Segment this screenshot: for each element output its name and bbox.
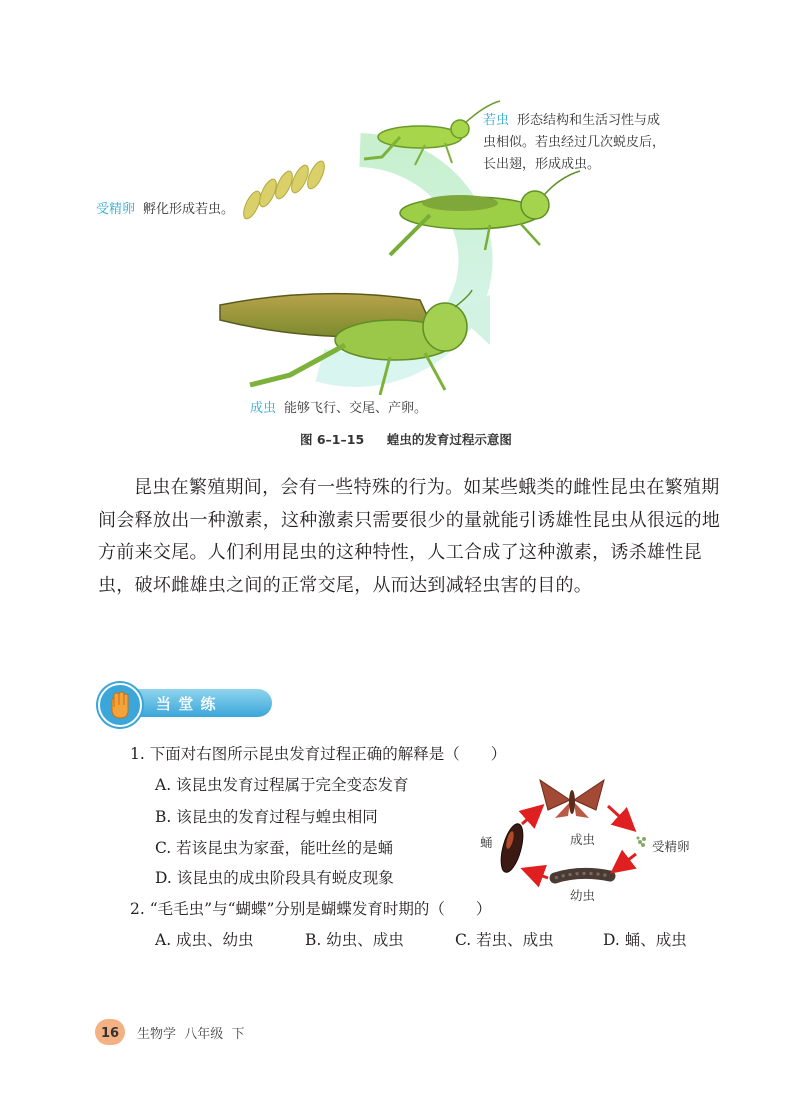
question-2-option-d: D. 蛹、成虫 (603, 931, 687, 949)
question-2: 2. “毛毛虫”与“蝴蝶”分别是蝴蝶发育时期的（ ） (130, 900, 492, 918)
caption-number: 图 6–1–15 (300, 432, 365, 447)
question-1: 1. 下面对右图所示昆虫发育过程正确的解释是（ ） (130, 745, 507, 763)
moth-icon (540, 780, 604, 818)
page-number-badge (95, 1019, 125, 1045)
egg-annotation (96, 198, 234, 217)
locust-figure (60, 95, 740, 425)
paragraph-line-2: 间会释放出一种激素，这种激素只需要很少的量就能引诱雄性昆虫从很远的地 (98, 509, 721, 531)
question-2-option-b: B. 幼虫、成虫 (305, 931, 404, 949)
nymph-desc-2: 虫相似。若虫经过几次蜕皮后， (483, 135, 666, 150)
nymph-desc-3: 长出翅，形成成虫。 (483, 157, 601, 172)
question-1-option-a: A. 该昆虫发育过程属于完全变态发育 (155, 776, 409, 794)
question-2-option-a: A. 成虫、幼虫 (155, 931, 254, 949)
adult-annotation (250, 397, 427, 416)
moth-label-larva: 幼虫 (570, 888, 596, 903)
adult-term: 成虫 (250, 401, 277, 416)
question-1-option-d: D. 该昆虫的成虫阶段具有蜕皮现象 (155, 869, 394, 887)
nymph-desc-1: 形态结构和生活习性与成 (517, 113, 661, 128)
banner-title: 当 堂 练 (156, 695, 217, 713)
nymph-term: 若虫 (483, 113, 510, 128)
figure-caption (300, 430, 512, 448)
caption-text: 蝗虫的发育过程示意图 (386, 432, 512, 447)
hand-icon (98, 683, 142, 727)
moth-label-adult: 成虫 (570, 832, 596, 847)
egg-desc: 孵化形成若虫。 (143, 202, 235, 217)
nymph-annotation (483, 110, 713, 176)
adult-desc: 能够飞行、交尾、产卵。 (284, 401, 428, 416)
question-1-option-b: B. 该昆虫的发育过程与蝗虫相同 (155, 808, 378, 826)
paragraph-line-1: 昆虫在繁殖期间，会有一些特殊的行为。如某些蛾类的雌性昆虫在繁殖期 (134, 477, 720, 498)
moth-label-pupa: 蛹 (480, 835, 493, 850)
question-2-option-c: C. 若虫、成虫 (455, 931, 554, 949)
paragraph-line-3: 方前来交尾。人们利用昆虫的这种特性，人工合成了这种激素，诱杀雄性昆 (98, 542, 702, 563)
egg-icons (240, 159, 328, 221)
paragraph-line-4: 虫，破坏雌雄虫之间的正常交尾，从而达到减轻虫害的目的。 (98, 574, 593, 596)
caterpillar-icon (555, 873, 610, 878)
moth-cycle-figure (470, 770, 720, 910)
egg-cluster-icon (637, 837, 647, 848)
pupa-icon (497, 822, 527, 875)
question-1-option-c: C. 若该昆虫为家蚕，能吐丝的是蛹 (155, 839, 394, 857)
body-paragraph (98, 472, 758, 602)
exercise-banner (98, 683, 278, 723)
book-title: 生物学 八年级 下 (137, 1027, 245, 1042)
page-number: 16 (100, 1026, 120, 1041)
egg-term: 受精卵 (96, 202, 136, 217)
moth-label-egg: 受精卵 (652, 839, 690, 854)
